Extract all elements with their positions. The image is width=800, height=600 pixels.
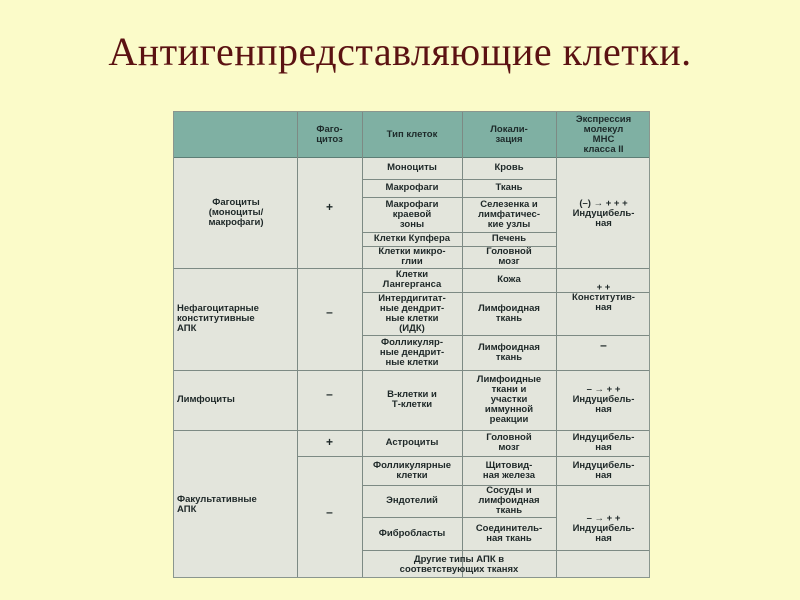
type-follicular: Фолликулярные клетки	[372, 459, 451, 481]
mhc-fibroblasts: – → + + Индуцибель- ная	[572, 512, 635, 544]
group-nonphagocytic: Нефагоцитарные конститутивные АПК	[177, 303, 259, 334]
loc-skin: Кожа	[497, 274, 521, 285]
type-fibroblasts: Фибробласты	[378, 527, 446, 539]
header-cell-type: Тип клеток	[386, 128, 438, 140]
mhc-astrocytes: Индуцибель- ная	[572, 432, 635, 453]
mhc-follicular: Индуцибель- ная	[572, 459, 635, 481]
phago-lymphocytes: –	[326, 387, 333, 401]
header-phagocytosis: Фаго- цитоз	[316, 123, 343, 145]
slide-title: Антигенпредставляющие клетки.	[108, 29, 692, 74]
type-langerhans: Клетки Лангерганса	[382, 269, 442, 290]
header-mhc-expression: Экспрессия молекул МНС класса II	[575, 113, 632, 155]
header-group	[174, 112, 297, 157]
group-phagocytes: Фагоциты (моноциты/ макрофаги)	[208, 196, 264, 228]
header-localization: Локали- зация	[490, 123, 528, 145]
phago-astrocytes: +	[325, 435, 333, 449]
loc-astrocytes: Головной мозг	[486, 432, 532, 453]
group-lymphocytes: Лимфоциты	[177, 394, 235, 405]
loc-blood: Кровь	[494, 162, 524, 173]
loc-vessels: Сосуды и лимфоидная ткань	[478, 485, 540, 516]
type-macrophages: Макрофаги	[385, 182, 439, 193]
type-monocytes: Моноциты	[387, 162, 437, 173]
mhc-nonphagocytic: + + Конститутив- ная	[572, 282, 635, 313]
loc-spleen: Селезенка и лимфатичес- кие узлы	[478, 198, 540, 230]
loc-tissue: Ткань	[495, 182, 523, 193]
loc-liver: Печень	[491, 233, 527, 244]
type-fdc: Фолликуляр- ные дендрит- ные клетки	[379, 336, 445, 368]
loc-lymphoid: Лимфоидная ткань	[478, 302, 540, 324]
mhc-fdc: –	[600, 338, 607, 352]
type-marginal-macrophages: Макрофаги краевой зоны	[385, 198, 439, 230]
type-other-apc: Другие типы АПК в соответствующих тканях	[399, 553, 519, 575]
loc-thyroid: Щитовид- ная железа	[482, 459, 536, 481]
apc-table	[173, 111, 650, 578]
type-idc: Интердигитат- ные дендрит- ные клетки (ИДК)	[378, 292, 446, 334]
phago-facultative: –	[326, 505, 333, 519]
loc-b-t-cells: Лимфоидные ткани и участки иммунной реакции	[476, 374, 542, 425]
group-facultative: Факультативные АПК	[177, 493, 257, 515]
type-endothelium: Эндотелий	[386, 495, 438, 506]
loc-brain: Головной мозг	[486, 246, 532, 267]
type-astrocytes: Астроциты	[385, 437, 439, 448]
type-kupffer: Клетки Купфера	[373, 233, 451, 244]
loc-connective: Соединитель- ная ткань	[475, 522, 543, 544]
phago-phagocytes: +	[325, 200, 333, 214]
loc-fdc: Лимфоидная ткань	[478, 341, 540, 363]
type-b-t-cells: В-клетки и Т-клетки	[387, 389, 437, 410]
phago-nonphagocytic: –	[326, 305, 333, 319]
mhc-lymphocytes: – → + + Индуцибель- ная	[572, 384, 635, 415]
mhc-phagocytes: (–) → + + + Индуцибель- ная	[572, 198, 635, 229]
type-microglia: Клетки микро- глии	[378, 246, 446, 267]
